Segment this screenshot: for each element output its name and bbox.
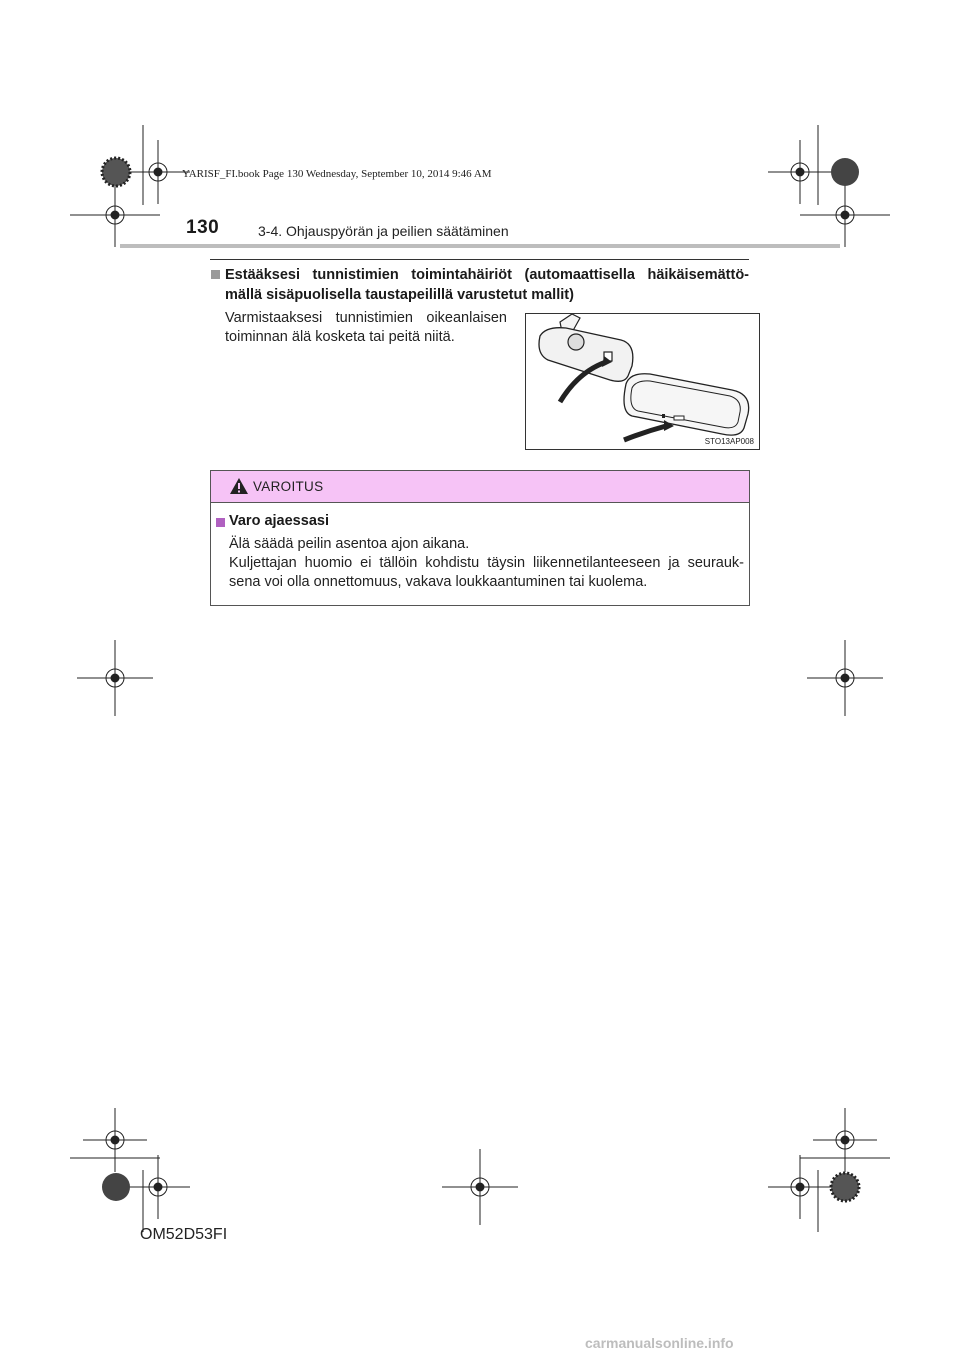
figure-code: STO13AP008 bbox=[704, 437, 754, 446]
section-heading: Estääksesi tunnistimien toimintahäiriöt (automaattisella häikäisemättö-mällä sisäpuolisella taustapeilillä varustetut mallit) bbox=[225, 267, 749, 303]
warning-header bbox=[211, 471, 749, 503]
warning-body bbox=[229, 535, 744, 592]
page-number: 130 bbox=[186, 217, 220, 238]
warning-box bbox=[210, 470, 750, 606]
mirror-illustration bbox=[526, 314, 759, 449]
warning-line: Älä säädä peilin asentoa ajon aikana. bbox=[229, 536, 470, 552]
book-info-line: YARISF_FI.book Page 130 Wednesday, September 10, 2014 9:46 AM bbox=[182, 168, 492, 180]
footer-code: OM52D53FI bbox=[140, 1226, 228, 1243]
warning-label: VAROITUS bbox=[253, 479, 324, 494]
header-rule bbox=[120, 244, 840, 248]
body-paragraph: Varmistaaksesi tunnistimien oikeanlaisen toiminnan älä kosketa tai peitä niitä. bbox=[225, 310, 507, 345]
section-title: 3-4. Ohjauspyörän ja peilien säätäminen bbox=[258, 223, 509, 239]
warning-triangle-icon bbox=[229, 477, 249, 495]
watermark: carmanualsonline.info bbox=[585, 1335, 734, 1351]
warning-bullet-icon bbox=[216, 518, 225, 527]
heading-bullet-icon bbox=[211, 270, 220, 279]
warning-subheading: Varo ajaessasi bbox=[229, 513, 329, 529]
warning-line: Kuljettajan huomio ei tällöin kohdistu täysin liikennetilanteeseen ja seurauk-sena voi olla onnettomuus, vakava loukkaantuminen tai kuolema. bbox=[229, 555, 744, 590]
mirror-sensor-figure bbox=[525, 313, 760, 450]
content-top-rule bbox=[210, 259, 749, 260]
